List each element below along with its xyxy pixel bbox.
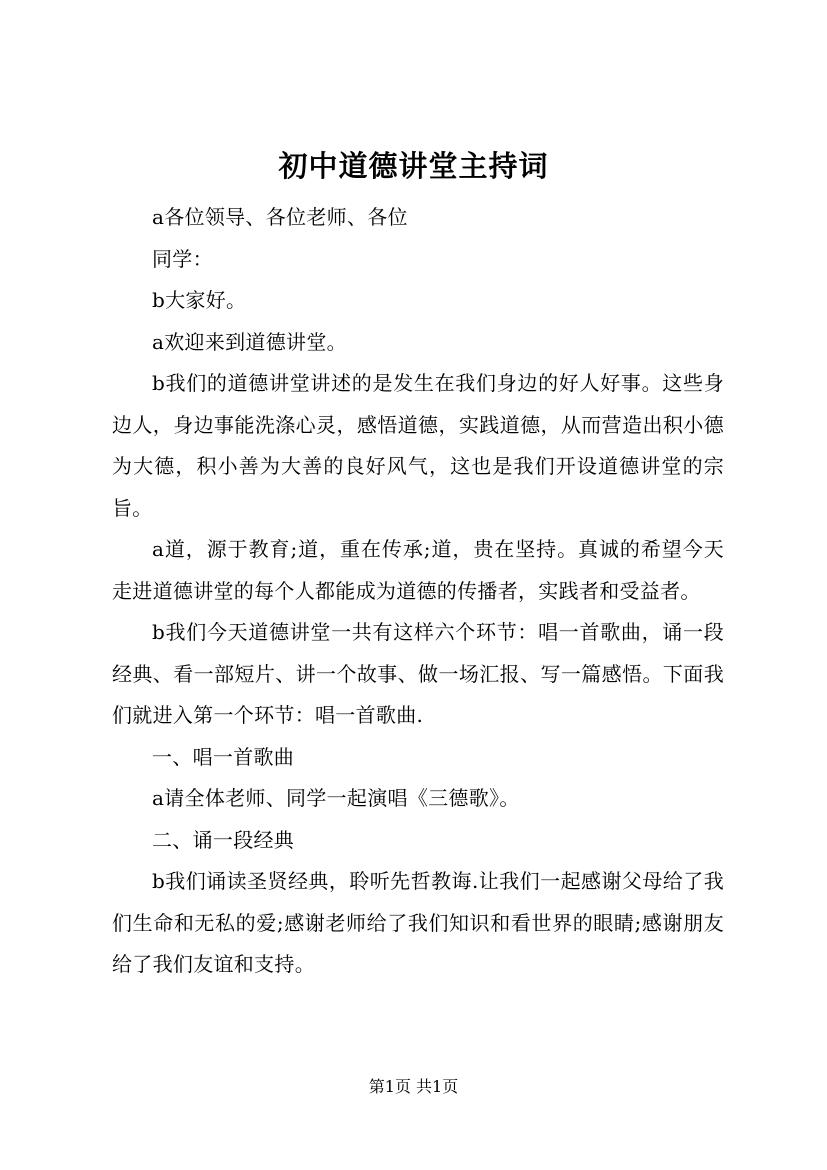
paragraph-classics: b我们诵读圣贤经典，聆听先哲教诲.让我们一起感谢父母给了我们生命和无私的爱;感谢老师给了我们知识和看世界的眼睛;感谢朋友给了我们友谊和支持。 bbox=[112, 869, 724, 976]
section-heading-classics: 二、诵一段经典 bbox=[152, 827, 295, 852]
document-title: 初中道德讲堂主持词 bbox=[278, 149, 549, 183]
paragraph-greeting-a: a各位领导、各位老师、各位 bbox=[152, 205, 408, 229]
paragraph-greeting-students: 同学： bbox=[152, 246, 213, 271]
paragraph-welcome: a欢迎来到道德讲堂。 bbox=[152, 329, 347, 354]
paragraph-greeting-b: b大家好。 bbox=[152, 288, 247, 312]
paragraph-six-segments: b我们今天道德讲堂一共有这样六个环节：唱一首歌曲，诵一段经典、看一部短片、讲一个故事、做一场汇报、写一篇感悟。下面我们就进入第一个环节：唱一首歌曲. bbox=[112, 620, 724, 727]
document-body bbox=[112, 197, 724, 986]
paragraph-dao: a道，源于教育;道，重在传承;道，贵在坚持。真诚的希望今天走进道德讲堂的每个人都能成为道德的传播者，实践者和受益者。 bbox=[112, 537, 724, 603]
paragraph-purpose: b我们的道德讲堂讲述的是发生在我们身边的好人好事。这些身边人，身边事能洗涤心灵，感悟道德，实践道德，从而营造出积小德为大德，积小善为大善的良好风气，这也是我们开设道德讲堂的宗旨。 bbox=[112, 371, 724, 520]
section-heading-sing: 一、唱一首歌曲 bbox=[152, 744, 295, 769]
paragraph-sing-song: a请全体老师、同学一起演唱《三德歌》。 bbox=[152, 786, 520, 810]
page-footer: 第1页 共1页 bbox=[368, 1077, 459, 1096]
